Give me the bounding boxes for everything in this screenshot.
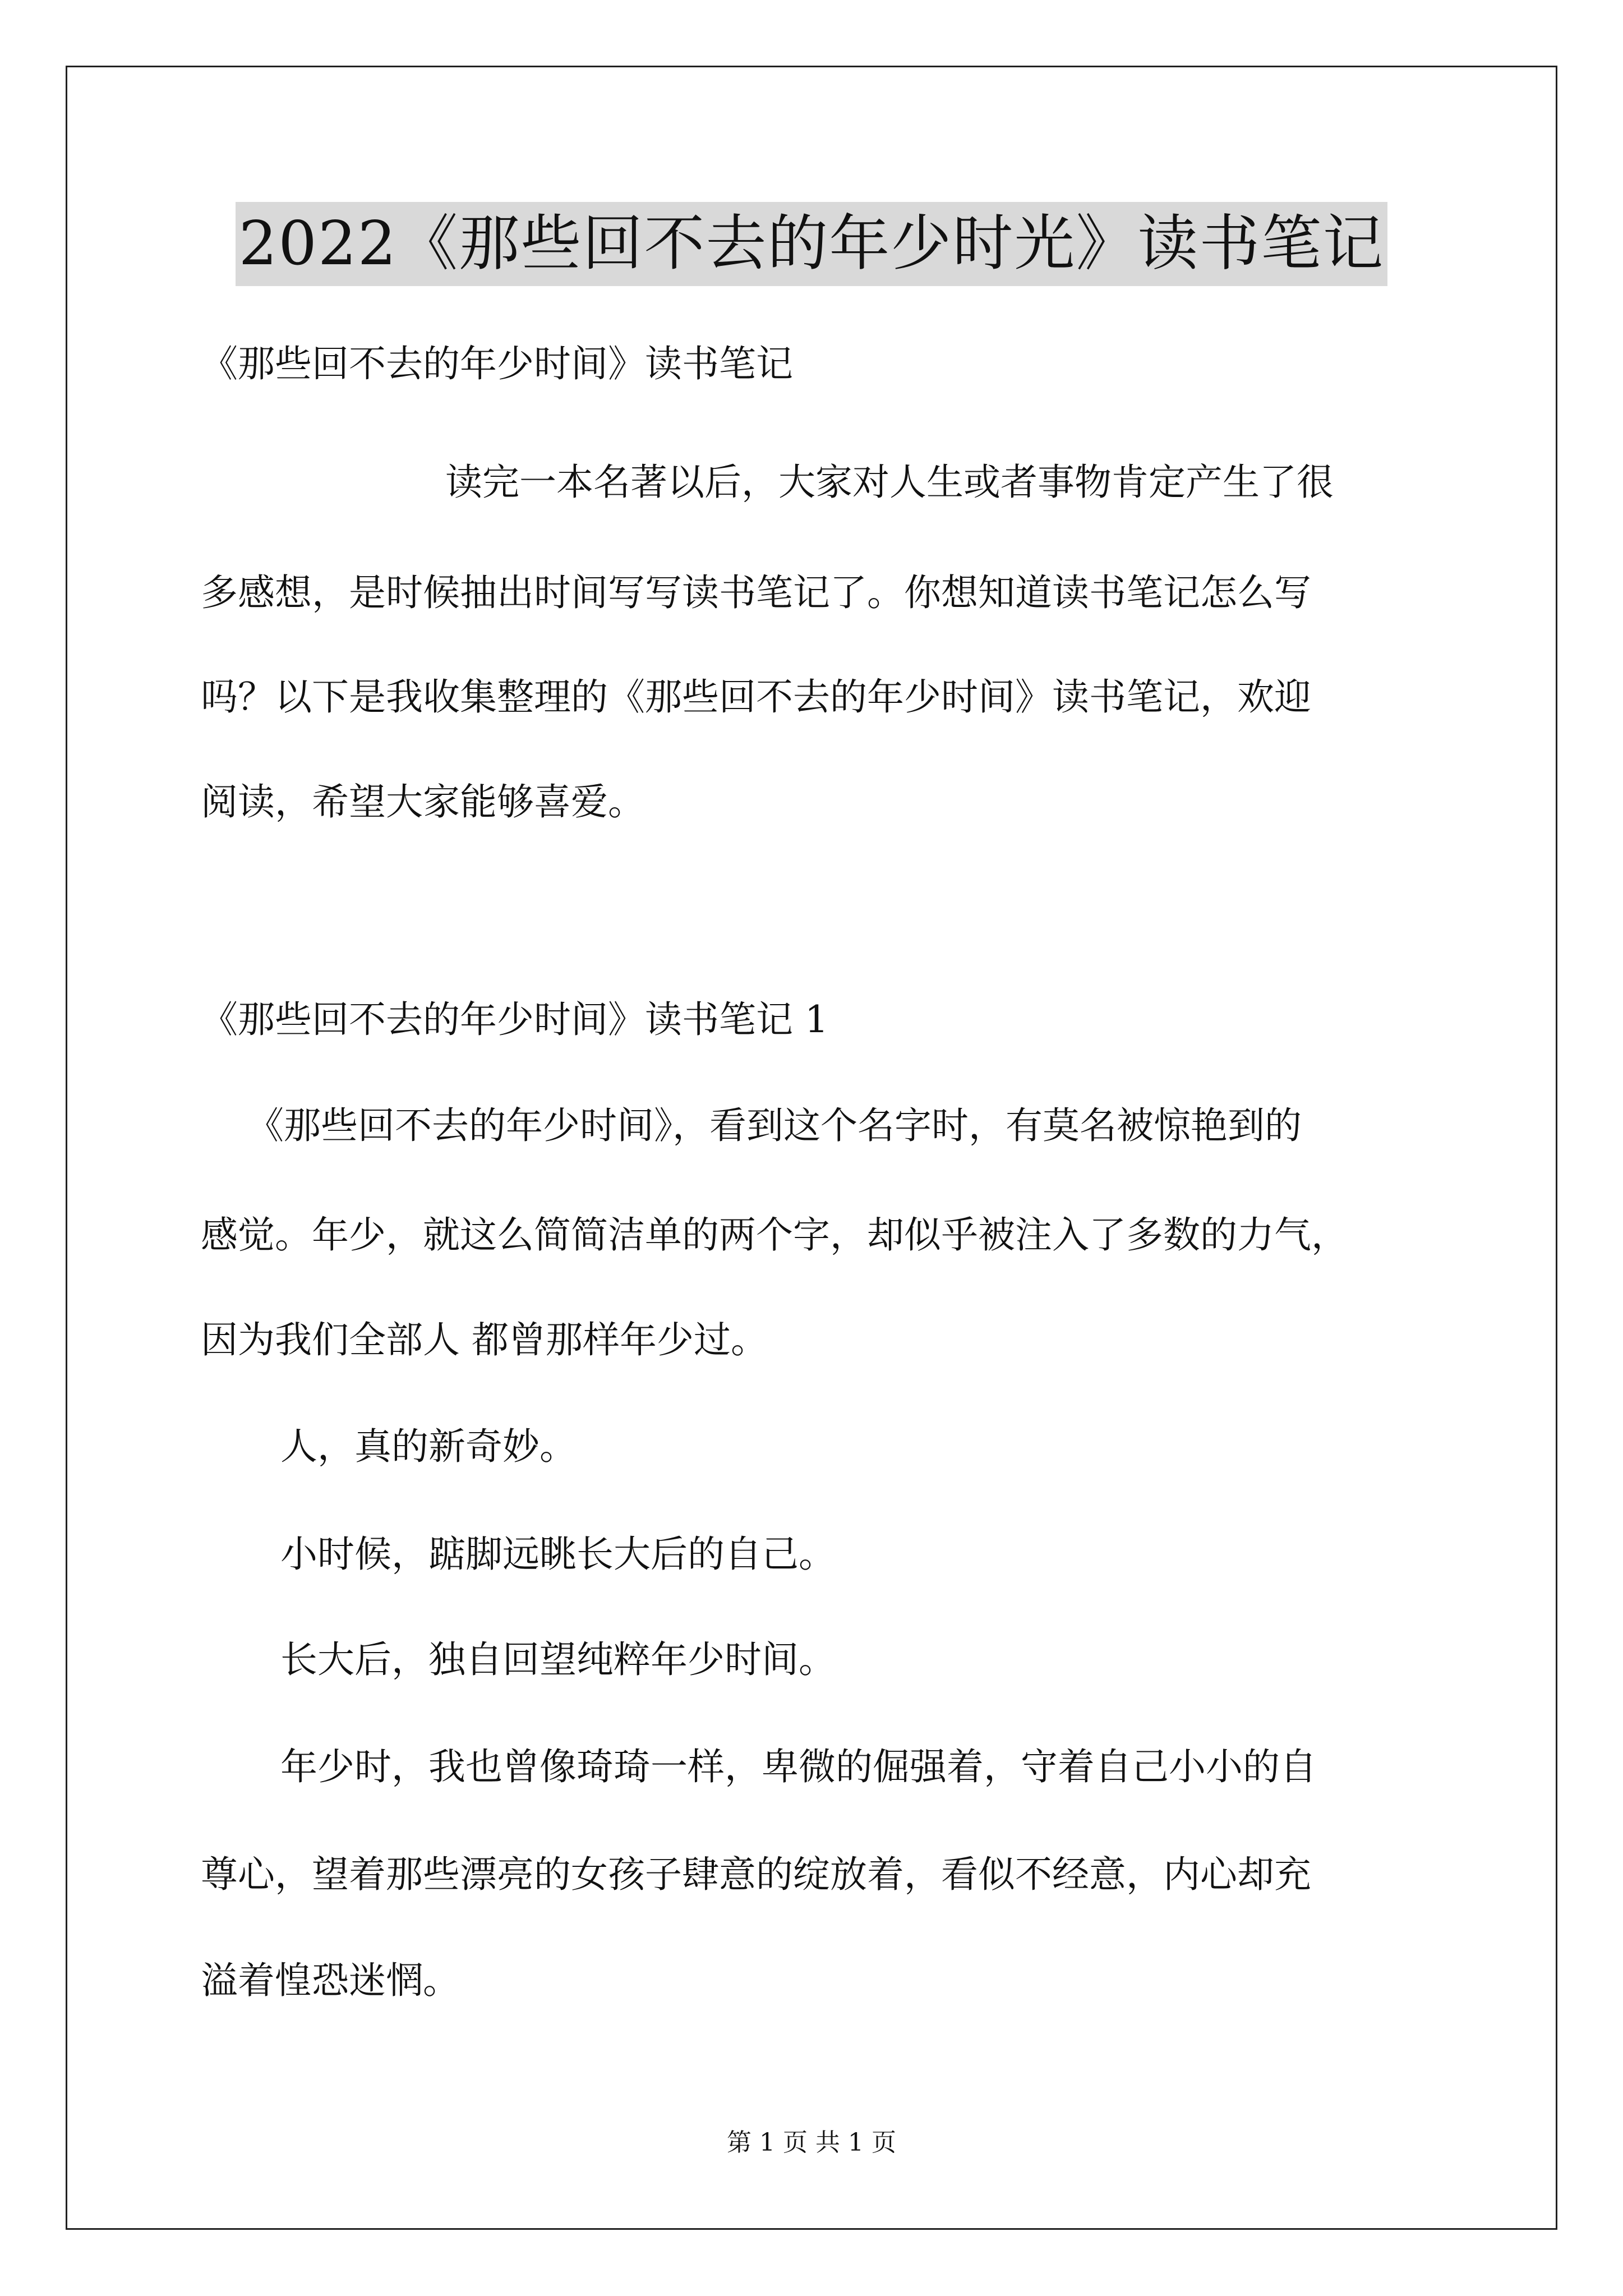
subtitle: 《那些回不去的年少时间》读书笔记 [201,342,793,385]
body-line: 长大后，独自回望纯粹年少时间。 [280,1638,836,1681]
body-line: 因为我们全部人 都曾那样年少过。 [201,1318,768,1361]
intro-line: 读完一本名著以后，大家对人生或者事物肯定产生了很 [445,461,1334,504]
body-line: 年少时，我也曾像琦琦一样，卑微的倔强着，守着自己小小的自 [280,1745,1317,1788]
intro-line: 阅读，希望大家能够喜爱。 [201,780,645,823]
intro-line: 多感想，是时候抽出时间写写读书笔记了。你想知道读书笔记怎么写 [201,571,1311,614]
section-heading: 《那些回不去的年少时间》读书笔记 1 [201,998,828,1041]
title-container [0,202,1623,286]
body-line: 溢着惶恐迷惘。 [201,1959,460,2002]
body-line: 小时候，踮脚远眺长大后的自己。 [280,1533,836,1576]
body-line: 尊心，望着那些漂亮的女孩子肆意的绽放着，看似不经意，内心却充 [201,1853,1311,1896]
document-title: 2022《那些回不去的年少时光》读书笔记 [236,202,1388,286]
body-line: 人，真的新奇妙。 [280,1425,577,1468]
page-footer: 第 1 页 共 1 页 [727,2128,896,2157]
body-line: 感觉。年少，就这么简简洁单的两个字，却似乎被注入了多数的力气， [201,1213,1348,1257]
body-line: 《那些回不去的年少时间》，看到这个名字时，有莫名被惊艳到的 [247,1104,1302,1147]
intro-line: 吗？以下是我收集整理的《那些回不去的年少时间》读书笔记，欢迎 [201,675,1311,719]
